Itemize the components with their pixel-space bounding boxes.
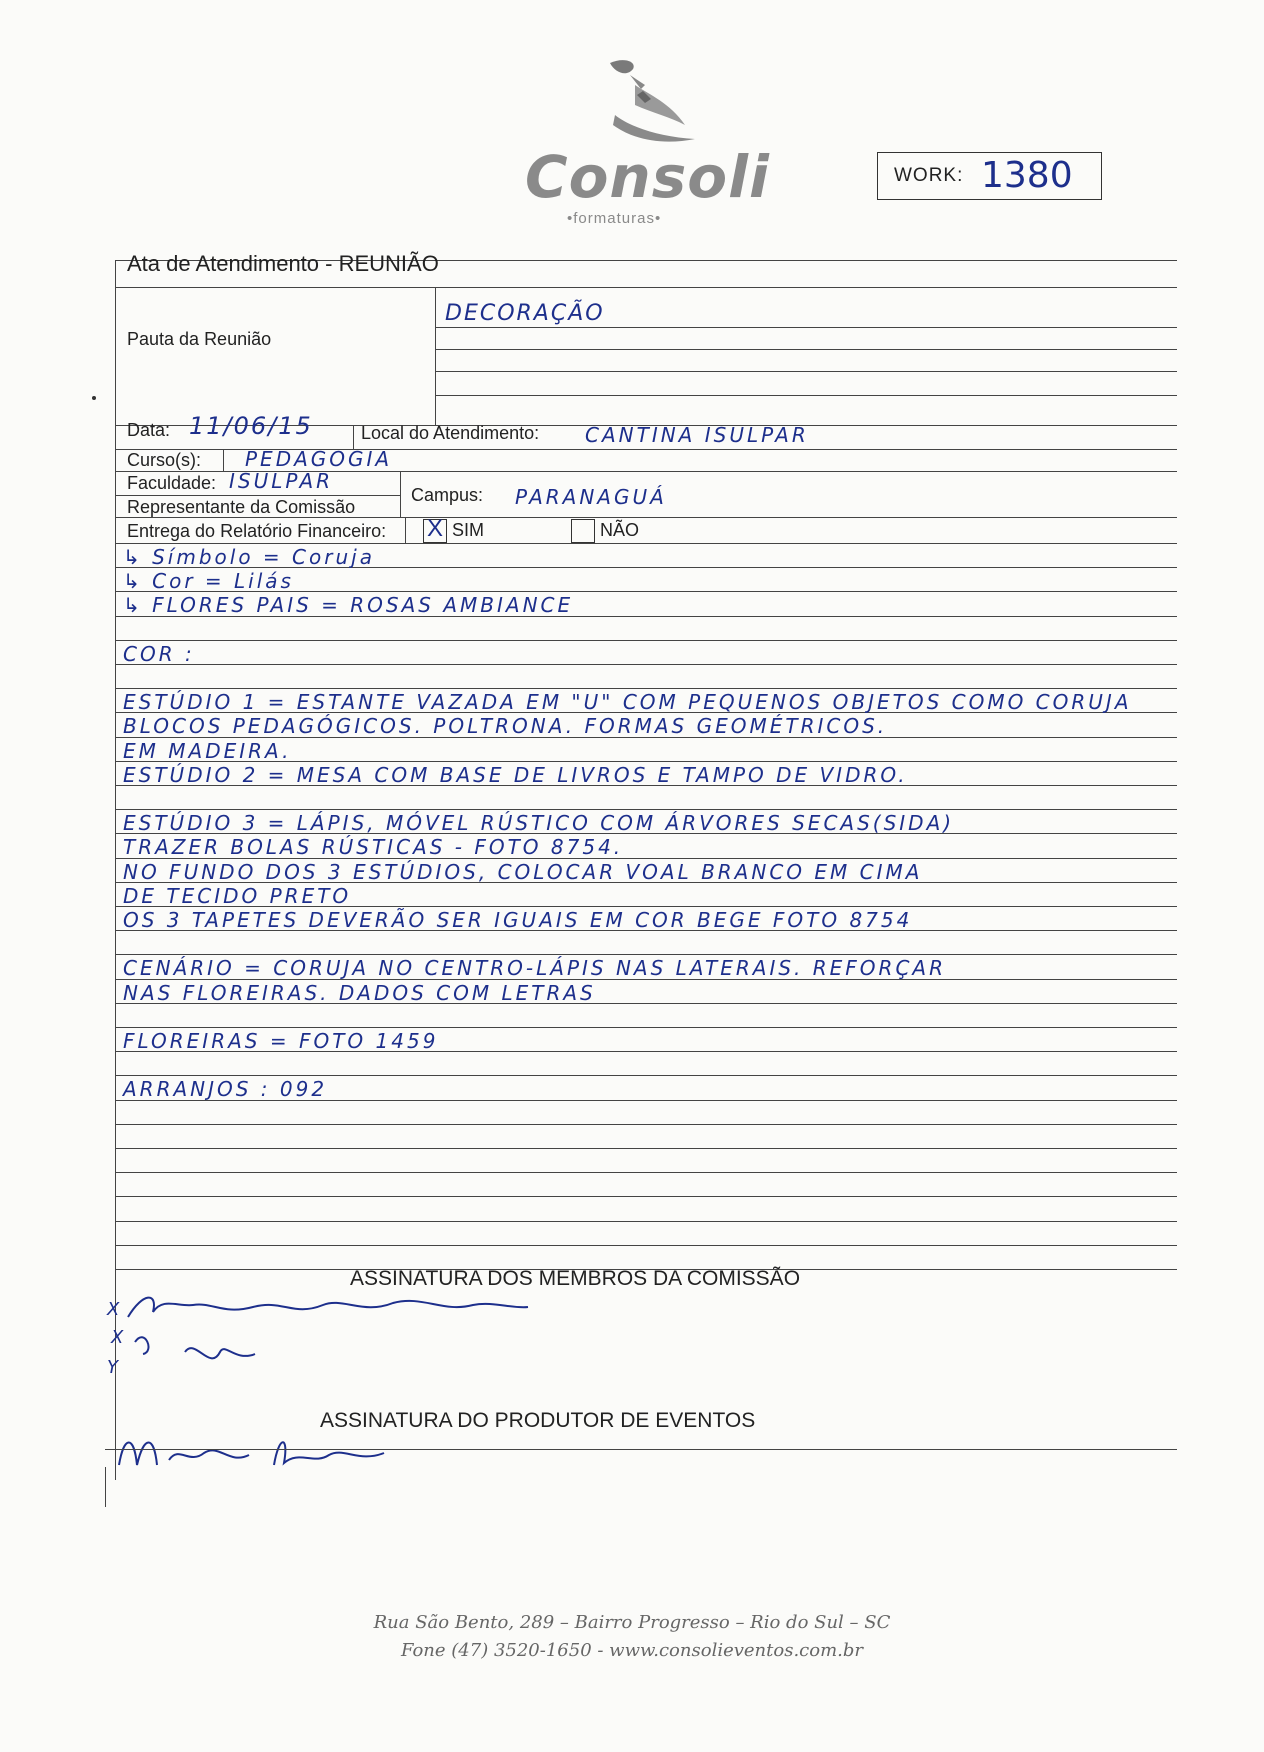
rule [115,1148,1177,1149]
produtor-title: ASSINATURA DO PRODUTOR DE EVENTOS [320,1409,756,1432]
data-label: Data: [127,420,171,440]
sim-checkbox[interactable] [423,515,447,543]
rule [115,543,1177,544]
check-mark-icon: X [427,515,444,542]
campus-value: PARANAGUÁ [515,485,667,509]
note-line: ↳ Cor = Lilás [123,569,294,594]
note-line: ESTÚDIO 3 = LÁPIS, MÓVEL RÚSTICO COM ÁRVORES SECAS(SIDA) [123,811,955,836]
signature-mark-3: Y [107,1357,120,1378]
rule [115,1196,1177,1197]
rule [115,664,1177,665]
local-value: CANTINA ISULPAR [585,423,809,447]
rule [115,954,1177,955]
representante-label: Representante da Comissão [127,497,356,517]
nao-label: NÃO [600,519,640,540]
rule [435,349,1177,350]
pauta-value: DECORAÇÃO [445,301,605,326]
note-line: ESTÚDIO 2 = MESA COM BASE DE LIVROS E TAMPO DE VIDRO. [123,762,908,787]
note-line: BLOCOS PEDAGÓGICOS. POLTRONA. FORMAS GEOMÉTRICOS. [123,714,888,739]
work-label: WORK: [894,165,964,186]
company-logo [525,55,770,230]
rule [223,449,224,471]
campus-label: Campus: [411,485,484,505]
rule [115,1221,1177,1222]
pauta-divider [435,287,436,425]
local-label: Local do Atendimento: [361,423,540,443]
note-line: CENÁRIO = CORUJA NO CENTRO-LÁPIS NAS LATERAIS. REFORÇAR [123,956,946,981]
logo-wordmark: Consoli [525,143,770,211]
logo-subtitle: •formaturas• [567,210,662,227]
signature-mark-1: X [107,1299,122,1320]
rule [115,809,1177,810]
rule [115,1075,1177,1076]
stray-mark [92,396,96,400]
rule [435,395,1177,396]
rule [115,640,1177,641]
rule [115,688,1177,689]
sim-label: SIM [452,519,485,540]
rule [115,1124,1177,1125]
rule [115,1172,1177,1173]
note-line: ↳ FLORES PAIS = ROSAS AMBIANCE [123,593,574,618]
note-line: FLOREIRAS = FOTO 1459 [123,1029,439,1053]
rule [405,517,406,543]
note-line: TRAZER BOLAS RÚSTICAS - FOTO 8754. [123,835,624,860]
note-line: COR : [123,641,195,666]
signature-scribble-1 [123,1287,543,1327]
note-line: ESTÚDIO 1 = ESTANTE VAZADA EM "U" COM PEQUENOS OBJETOS COMO CORUJA [123,690,1132,715]
rule [115,1027,1177,1028]
meeting-form [105,247,1177,1507]
relatorio-label: Entrega do Relatório Financeiro: [127,521,387,541]
torch-logo-icon [575,55,715,155]
comissao-title: ASSINATURA DOS MEMBROS DA COMISSÃO [350,1267,801,1290]
rule [353,425,354,449]
note-line: ARRANJOS : 092 [123,1077,328,1102]
form-left-border-lower [105,1467,106,1507]
rule [435,327,1177,328]
rule [435,371,1177,372]
sim-option[interactable] [423,515,485,543]
rule [105,1449,1177,1450]
note-line: DE TECIDO PRETO [123,883,352,908]
rule [400,471,401,517]
faculdade-label: Faculdade: [127,473,217,493]
rule [115,1245,1177,1246]
curso-label: Curso(s): [127,450,202,470]
rule [115,495,400,496]
footer-address: Rua São Bento, 289 – Bairro Progresso – Rio do Sul – SC [373,1612,891,1633]
form-title: Ata de Atendimento - REUNIÃO [127,251,439,276]
nao-checkbox[interactable] [571,519,595,543]
pauta-label: Pauta da Reunião [127,329,272,349]
curso-value: PEDAGOGIA [245,447,393,471]
rule [115,517,1177,518]
producer-signature [109,1425,409,1475]
form-left-border [115,260,116,1480]
signature-mark-2: X [111,1327,126,1348]
work-number-box [877,152,1102,200]
note-line: EM MADEIRA. [123,738,292,763]
note-line: NAS FLOREIRAS. DADOS COM LETRAS [123,980,596,1005]
data-value: 11/06/15 [189,412,313,440]
signature-scribble-2 [125,1322,275,1382]
nao-option[interactable] [571,519,639,543]
note-line: NO FUNDO DOS 3 ESTÚDIOS, COLOCAR VOAL BRANCO EM CIMA [123,859,923,884]
footer-contact: Fone (47) 3520-1650 - www.consolieventos.com.br [400,1640,864,1661]
faculdade-value: ISULPAR [229,469,334,493]
rule [115,287,1177,288]
work-value: 1380 [981,155,1073,196]
note-line: OS 3 TAPETES DEVERÃO SER IGUAIS EM COR BEGE FOTO 8754 [123,908,913,932]
note-line: ↳ Símbolo = Coruja [123,545,375,569]
